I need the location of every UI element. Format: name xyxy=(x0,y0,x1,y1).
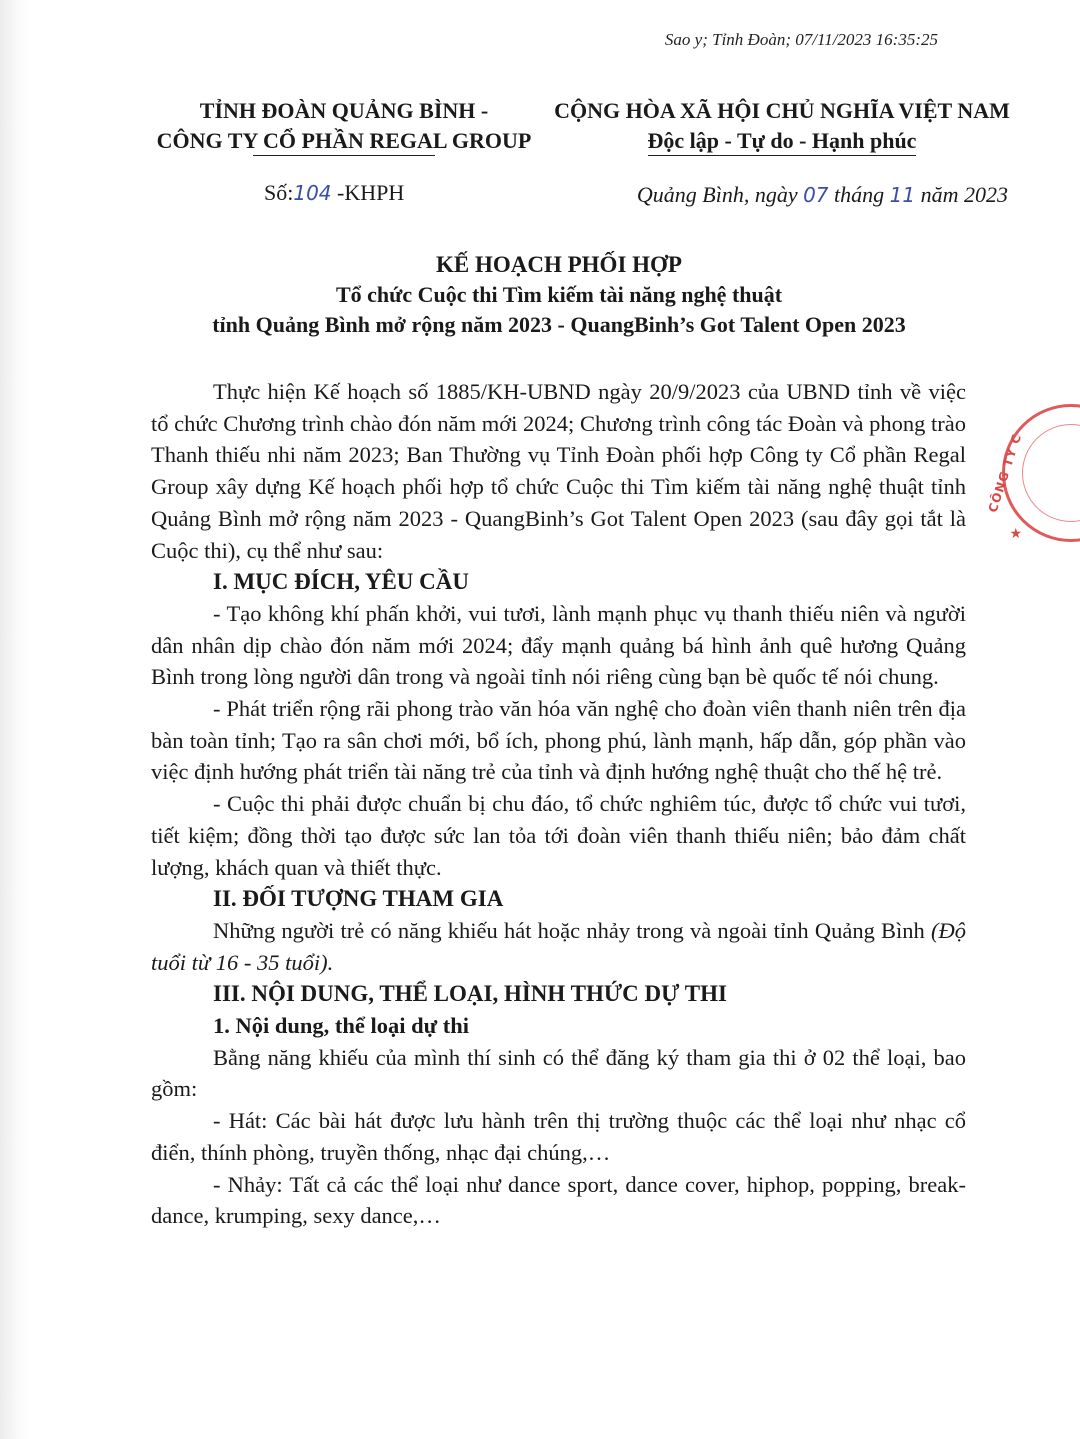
document-subtitle-1: Tổ chức Cuộc thi Tìm kiếm tài năng nghệ thuật xyxy=(335,282,783,307)
date-day-handwritten: 07 xyxy=(803,183,829,207)
participants-age: (Độ tuổi từ 16 - 35 tuổi). xyxy=(151,917,966,975)
paragraph-dancing: - Nhảy: Tất cả các thể loại như dance sport, dance cover, hiphop, popping, break-dance, krumping, sexy dance,… xyxy=(151,1171,966,1229)
document-number xyxy=(264,180,404,206)
national-motto: Độc lập - Tự do - Hạnh phúc xyxy=(648,128,917,156)
paragraph-participants xyxy=(151,915,966,978)
date-part-1: Quảng Bình, ngày xyxy=(636,182,798,207)
participants-text: Những người trẻ có năng khiếu hát hoặc nhảy trong và ngoài tỉnh Quảng Bình xyxy=(213,917,925,943)
date-month-handwritten: 11 xyxy=(889,183,916,207)
issuer-line-2: CÔNG TY CỔ PHẦN REGAL GROUP xyxy=(157,126,532,156)
copy-note: Sao y; Tỉnh Đoàn; 07/11/2023 16:35:25 xyxy=(664,30,938,49)
date-part-2: tháng xyxy=(834,182,885,207)
paragraph-categories: Bằng năng khiếu của mình thí sinh có thể đăng ký tham gia thi ở 02 thể loại, bao gồm: xyxy=(151,1044,966,1102)
paragraph-purpose-1: - Tạo không khí phấn khởi, vui tươi, lành mạnh phục vụ thanh thiếu niên và người dân nhân dịp chào đón năm mới 2024; đẩy mạnh quảng bá hình ảnh quê hương Quảng Bình trong lòng người dân trong và ngoài tỉnh nói riêng cùng bạn bè quốc tế nói chung. xyxy=(151,600,966,690)
date-part-3: năm 2023 xyxy=(920,182,1008,207)
paragraph-purpose-3: - Cuộc thi phải được chuẩn bị chu đáo, tổ chức nghiêm túc, được tổ chức vui tươi, tiết kiệm; đồng thời tạo được sức lan tỏa tới đoàn viên thanh thiếu niên; bảo đảm chất lượng, khách quan và thiết thực. xyxy=(151,791,966,880)
document-date xyxy=(637,182,1008,208)
national-title: CỘNG HÒA XÃ HỘI CHỦ NGHĨA VIỆT NAM xyxy=(554,98,1010,123)
issuer-line-1: TỈNH ĐOÀN QUẢNG BÌNH - xyxy=(199,98,489,123)
doc-number-prefix: Số: xyxy=(264,180,294,205)
subsection-heading-3-1: 1. Nội dung, thể loại dự thi xyxy=(213,1013,470,1039)
issuer-header xyxy=(140,96,548,156)
paragraph-singing: - Hát: Các bài hát được lưu hành trên thị trường thuộc các thể loại như nhạc cổ điển, thính phòng, truyền thống, nhạc đại chúng,… xyxy=(151,1108,966,1165)
seal-star-icon: ★ xyxy=(1009,527,1022,542)
document-body xyxy=(151,376,966,1232)
section-heading-2: II. ĐỐI TƯỢNG THAM GIA xyxy=(213,886,504,912)
national-motto-header xyxy=(548,96,1016,156)
document-subtitle-2: tỉnh Quảng Bình mở rộng năm 2023 - QuangBinh’s Got Talent Open 2023 xyxy=(212,312,906,337)
intro-paragraph: Thực hiện Kế hoạch số 1885/KH-UBND ngày 20/9/2023 của UBND tỉnh về việc tổ chức Chương trình chào đón năm mới 2024; Chương trình công tác Đoàn và phong trào Thanh thiếu nhi năm 2023; Ban Thường vụ Tỉnh Đoàn phối hợp Công ty Cổ phần Regal Group xây dựng Kế hoạch phối hợp tổ chức Cuộc thi Tìm kiếm tài năng nghệ thuật tỉnh Quảng Bình mở rộng năm 2023 - QuangBinh’s Got Talent Open 2023 (sau đây gọi tắt là Cuộc thi), cụ thể như sau: xyxy=(151,379,966,563)
scan-edge-shadow xyxy=(0,0,30,1439)
doc-number-suffix: -KHPH xyxy=(337,180,405,205)
document-title: KẾ HOẠCH PHỐI HỢP xyxy=(436,252,682,277)
section-heading-1: I. MỤC ĐÍCH, YÊU CẦU xyxy=(213,569,469,595)
company-seal-text: CÔNG TY C xyxy=(985,431,1025,515)
doc-number-handwritten: 104 xyxy=(293,181,332,205)
section-heading-3: III. NỘI DUNG, THỂ LOẠI, HÌNH THỨC DỰ THI xyxy=(213,981,727,1007)
paragraph-purpose-2: - Phát triển rộng rãi phong trào văn hóa văn nghệ cho đoàn viên thanh niên trên địa bàn toàn tỉnh; Tạo ra sân chơi mới, bổ ích, phong phú, lành mạnh, hấp dẫn, góp phần vào việc định hướng phát triển tài năng trẻ của tỉnh và định hướng nghệ thuật cho thế hệ trẻ. xyxy=(151,696,966,785)
